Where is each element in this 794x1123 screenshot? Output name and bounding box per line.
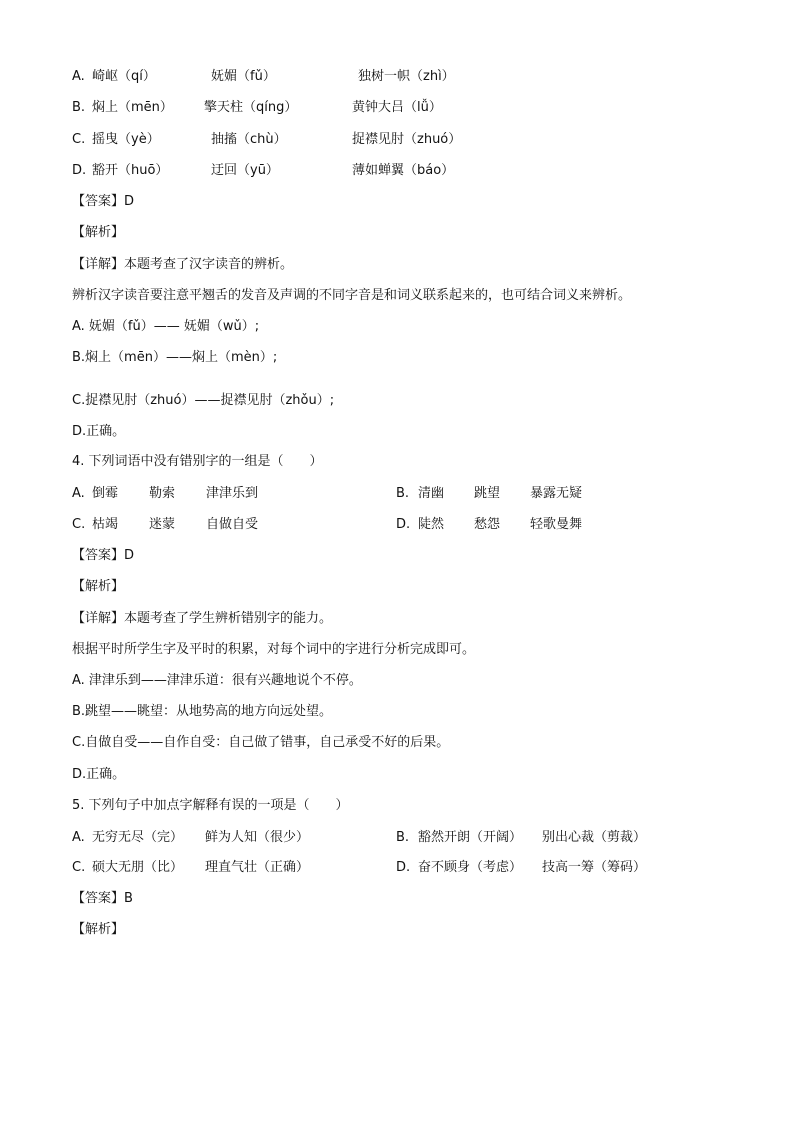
q3-answer: 【答案】D (72, 194, 135, 209)
q4-explain-a: A. 津津乐到——津津乐道：很有兴趣地说个不停。 (72, 673, 362, 688)
q4-detail: 【详解】本题考查了学生辨析错别字的能力。 (72, 611, 333, 626)
q5-answer: 【答案】B (72, 891, 133, 906)
option-item: 豁开（huō） (92, 163, 169, 178)
q3-detail: 【详解】本题考查了汉字读音的辨析。 (72, 257, 294, 272)
option-item: 奋不顾身（考虑） (418, 860, 523, 875)
option-item: 摇曳（yè） (92, 132, 160, 147)
option-item: 清幽 (418, 486, 445, 501)
option-item: 跳望 (474, 486, 501, 501)
option-item: 愁怨 (474, 517, 501, 532)
option-item: 焖上（mēn） (92, 100, 173, 115)
option-label: D. (72, 163, 87, 178)
option-item: 薄如蝉翼（báo） (352, 163, 455, 178)
option-item: 鲜为人知（很少） (205, 830, 310, 845)
option-item: 自做自受 (206, 517, 259, 532)
option-item: 黄钟大吕（lǚ） (352, 100, 442, 115)
option-item: 独树一帜（zhì） (358, 69, 455, 84)
option-item: 技高一筹（筹码） (542, 860, 647, 875)
option-item: 暴露无疑 (530, 486, 583, 501)
q4-method: 根据平时所学生字及平时的积累，对每个词中的字进行分析完成即可。 (72, 642, 476, 657)
option-item: 别出心裁（剪裁） (542, 830, 647, 845)
option-label: D. (396, 517, 411, 532)
option-item: 枯竭 (92, 517, 119, 532)
q4-analysis-heading: 【解析】 (72, 579, 125, 594)
option-label: D. (396, 860, 411, 875)
option-item: 豁然开朗（开阔） (418, 830, 523, 845)
q4-explain-d: D.正确。 (72, 767, 126, 782)
q4-stem: 4. 下列词语中没有错别字的一组是（ ） (72, 454, 323, 469)
option-item: 崎岖（qí） (92, 69, 156, 84)
q5-stem: 5. 下列句子中加点字解释有误的一项是（ ） (72, 798, 349, 813)
option-label: B. (396, 830, 410, 845)
q4-explain-c: C.自做自受——自作自受：自己做了错事，自己承受不好的后果。 (72, 735, 450, 750)
q3-explain-b: B.焖上（mēn）——焖上（mèn）; (72, 350, 278, 365)
option-label: B. (72, 100, 86, 115)
option-item: 倒霉 (92, 486, 119, 501)
option-label: B. (396, 486, 410, 501)
q3-explain-d: D.正确。 (72, 424, 126, 439)
q3-explain-c: C.捉襟见肘（zhuó）——捉襟见肘（zhǒu）; (72, 393, 335, 408)
option-item: 迂回（yū） (211, 163, 279, 178)
q4-answer: 【答案】D (72, 548, 135, 563)
q3-method: 辨析汉字读音要注意平翘舌的发音及声调的不同字音是和词义联系起来的，也可结合词义来辨析。 (72, 288, 632, 303)
option-item: 迷蒙 (149, 517, 176, 532)
option-item: 抽搐（chù） (211, 132, 287, 147)
option-item: 理直气壮（正确） (205, 860, 310, 875)
option-item: 勒索 (149, 486, 176, 501)
option-item: 捉襟见肘（zhuó） (352, 132, 462, 147)
q4-explain-b: B.跳望——眺望：从地势高的地方向远处望。 (72, 704, 333, 719)
option-item: 陡然 (418, 517, 445, 532)
option-item: 妩媚（fǔ） (211, 69, 276, 84)
q3-analysis-heading: 【解析】 (72, 225, 125, 240)
option-item: 无穷无尽（完） (92, 830, 184, 845)
option-item: 硕大无朋（比） (92, 860, 184, 875)
option-label: A. (72, 69, 85, 84)
option-label: C. (72, 860, 86, 875)
q5-analysis-heading: 【解析】 (72, 922, 125, 937)
option-label: A. (72, 486, 85, 501)
option-label: C. (72, 517, 86, 532)
option-item: 津津乐到 (206, 486, 259, 501)
option-item: 轻歌曼舞 (530, 517, 583, 532)
q3-explain-a: A. 妩媚（fǔ）—— 妩媚（wǔ）; (72, 319, 260, 334)
option-label: A. (72, 830, 85, 845)
option-label: C. (72, 132, 86, 147)
option-item: 擎天柱（qíng） (204, 100, 298, 115)
